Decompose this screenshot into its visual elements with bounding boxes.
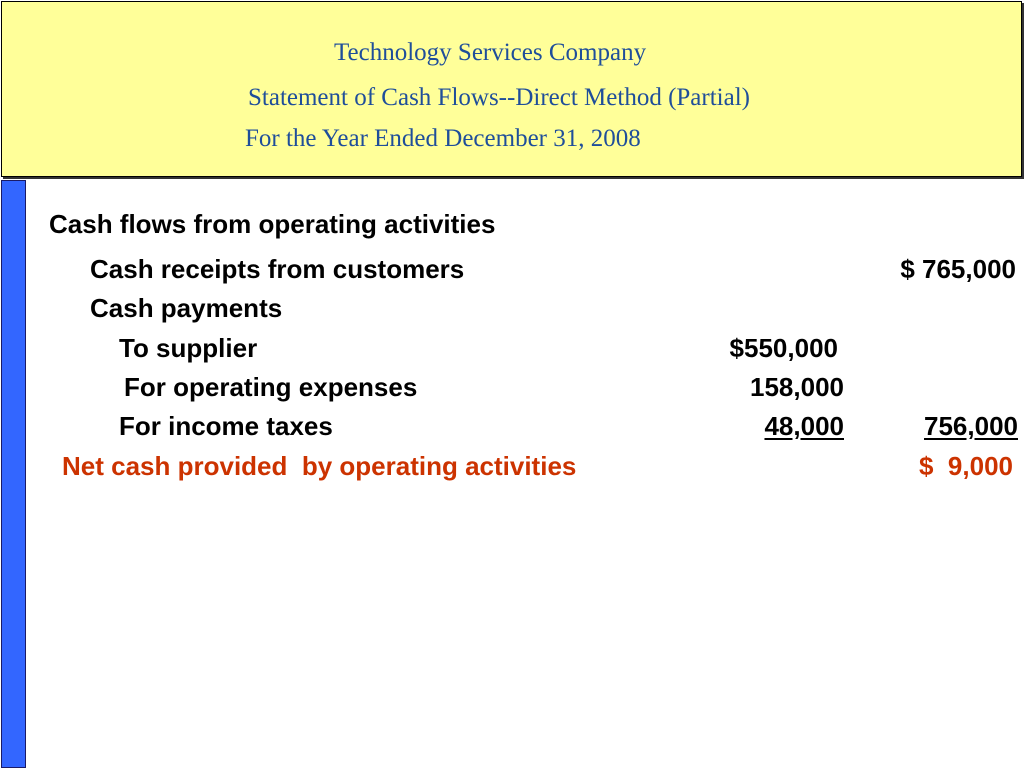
opex-amount: 158,000 <box>750 372 844 402</box>
supplier-amount: $550,000 <box>729 333 838 363</box>
payments-total-value: 756,000 <box>924 411 1018 441</box>
title-box <box>1 1 1022 177</box>
period-line: For the Year Ended December 31, 2008 <box>245 125 641 152</box>
taxes-amount <box>682 413 844 439</box>
statement-title: Statement of Cash Flows--Direct Method (Partial) <box>248 84 750 111</box>
section-title: Cash flows from operating activities <box>49 209 496 239</box>
net-cash-label: Net cash provided by operating activities <box>62 451 577 481</box>
opex-label: For operating expenses <box>124 372 418 402</box>
receipts-amount: $ 765,000 <box>900 254 1016 284</box>
payments-label: Cash payments <box>90 293 283 323</box>
company-name: Technology Services Company <box>334 39 647 66</box>
receipts-label: Cash receipts from customers <box>90 254 465 284</box>
taxes-label: For income taxes <box>119 411 333 441</box>
supplier-label: To supplier <box>119 333 258 363</box>
net-cash-amount: $ 9,000 <box>919 451 1013 481</box>
taxes-amount-value: 48,000 <box>764 411 844 441</box>
payments-total <box>862 413 1018 439</box>
left-accent-bar <box>1 180 26 768</box>
